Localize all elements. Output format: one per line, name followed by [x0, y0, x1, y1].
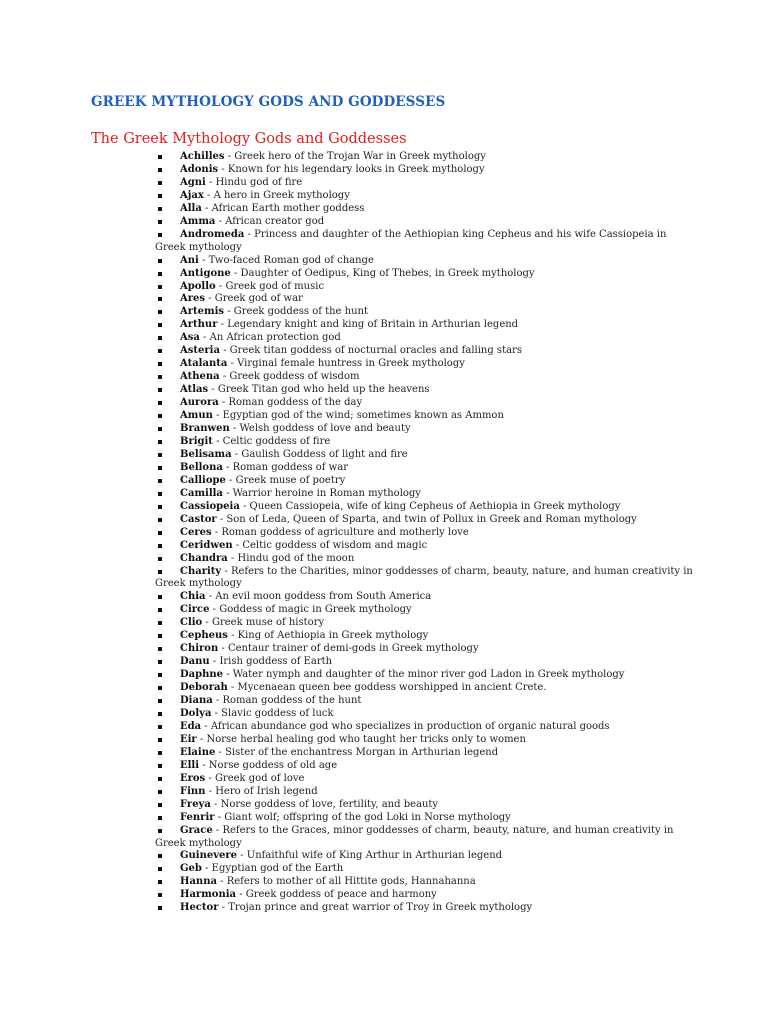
deity-name: Harmonia — [180, 889, 236, 901]
list-item — [155, 345, 695, 358]
deity-name: Aurora — [180, 397, 219, 409]
deity-description: - A hero in Greek mythology — [203, 189, 350, 201]
deity-description: - Refers to the Graces, minor goddesses of charm, beauty, nature, and human creativity in Greek mythology — [155, 824, 674, 849]
list-item — [155, 760, 695, 773]
list-item — [155, 268, 695, 281]
list-item — [155, 436, 695, 449]
deity-name: Circe — [180, 604, 210, 616]
list-item — [155, 682, 695, 695]
list-item — [155, 812, 695, 825]
deity-name: Charity — [180, 565, 222, 577]
list-item — [155, 734, 695, 747]
list-item — [155, 669, 695, 682]
deity-name: Danu — [180, 656, 210, 668]
deity-description: - Greek god of love — [205, 772, 305, 784]
deity-name: Diana — [180, 695, 213, 707]
deity-name: Eros — [180, 772, 206, 784]
deity-name: Artemis — [180, 306, 225, 318]
deity-description: - Greek goddess of wisdom — [219, 371, 360, 383]
list-item — [155, 423, 695, 436]
list-item — [155, 216, 695, 229]
list-item — [155, 863, 695, 876]
deity-description: - An African protection god — [199, 332, 341, 344]
deity-description: - Water nymph and daughter of the minor river god Ladon in Greek mythology — [223, 669, 625, 681]
list-item — [155, 604, 695, 617]
list-item — [155, 889, 695, 902]
deity-name: Fenrir — [180, 811, 215, 823]
list-item — [155, 397, 695, 410]
deity-description: - Legendary knight and king of Britain in Arthurian legend — [217, 319, 519, 331]
deity-name: Guinevere — [180, 850, 238, 862]
deity-description: - Roman goddess of the hunt — [212, 695, 362, 707]
list-item — [155, 773, 695, 786]
list-item — [155, 721, 695, 734]
deity-description: - African Earth mother goddess — [201, 202, 365, 214]
deity-name: Chia — [180, 591, 206, 603]
deity-description: - Hindu god of fire — [205, 176, 303, 188]
list-item — [155, 177, 695, 190]
deity-description: - African creator god — [215, 215, 325, 227]
list-item — [155, 656, 695, 669]
deity-description: - Greek god of war — [205, 293, 303, 305]
deity-name: Deborah — [180, 682, 228, 694]
deity-name: Ani — [180, 254, 199, 266]
deity-description: - Greek goddess of the hunt — [224, 306, 368, 318]
list-item — [155, 306, 695, 319]
deity-description: - Celtic goddess of fire — [212, 435, 331, 447]
deity-description: - Norse goddess of love, fertility, and beauty — [210, 798, 439, 810]
deity-description: - Giant wolf; offspring of the god Loki in Norse mythology — [214, 811, 511, 823]
deity-description: - Roman goddess of war — [222, 461, 348, 473]
list-item — [155, 203, 695, 216]
list-item — [155, 190, 695, 203]
deity-description: - Slavic goddess of luck — [211, 707, 334, 719]
deity-name: Apollo — [180, 280, 216, 292]
deity-description: - Roman goddess of the day — [218, 397, 363, 409]
deity-name: Ceres — [180, 526, 212, 538]
deity-description: - Greek goddess of peace and harmony — [236, 889, 437, 901]
deity-description: - Hero of Irish legend — [205, 785, 318, 797]
list-item — [155, 384, 695, 397]
list-item — [155, 449, 695, 462]
deity-description: - Egyptian god of the wind; sometimes known as Ammon — [212, 410, 504, 422]
deity-name: Finn — [180, 785, 206, 797]
deity-description: - Hindu god of the moon — [227, 552, 355, 564]
list-item — [155, 501, 695, 514]
deity-name: Hector — [180, 902, 219, 914]
list-item — [155, 566, 695, 592]
deity-name: Antigone — [180, 267, 231, 279]
deity-description: - Son of Leda, Queen of Sparta, and twin of Pollux in Greek and Roman mythology — [216, 513, 637, 525]
deity-description: - Greek titan goddess of nocturnal oracles and falling stars — [219, 345, 522, 357]
deity-description: - Goddess of magic in Greek mythology — [209, 604, 412, 616]
list-item — [155, 332, 695, 345]
deity-description: - Greek god of music — [215, 280, 325, 292]
deity-description: - Irish goddess of Earth — [209, 656, 333, 668]
list-item — [155, 164, 695, 177]
deity-name: Agni — [180, 176, 206, 188]
section-heading: The Greek Mythology Gods and Goddesses — [91, 131, 407, 147]
list-item — [155, 786, 695, 799]
deity-description: - Gaulish Goddess of light and fire — [231, 448, 408, 460]
deity-description: - An evil moon goddess from South America — [205, 591, 432, 603]
deity-name: Arthur — [180, 319, 218, 331]
deity-description: - Greek hero of the Trojan War in Greek mythology — [224, 151, 486, 162]
deity-description: - Two-faced Roman god of change — [198, 254, 374, 266]
list-item — [155, 799, 695, 812]
deity-name: Elli — [180, 759, 200, 771]
deity-name: Asa — [180, 332, 200, 344]
deity-description: - Virginal female huntress in Greek mythology — [227, 358, 465, 370]
deity-name: Freya — [180, 798, 211, 810]
deity-name: Belisama — [180, 448, 232, 460]
deity-description: - Mycenaean queen bee goddess worshipped in ancient Crete. — [227, 682, 547, 694]
deity-name: Brigit — [180, 435, 213, 447]
deity-name: Clio — [180, 617, 203, 629]
list-item — [155, 540, 695, 553]
list-item — [155, 643, 695, 656]
deity-name: Athena — [180, 371, 220, 383]
deity-description: - Greek muse of history — [202, 617, 325, 629]
deity-name: Asteria — [180, 345, 220, 357]
deity-name: Atalanta — [180, 358, 228, 370]
list-item — [155, 617, 695, 630]
deity-description: - Trojan prince and great warrior of Troy in Greek mythology — [218, 902, 533, 914]
deity-name: Elaine — [180, 746, 216, 758]
deity-description: - Greek muse of poetry — [225, 474, 346, 486]
deity-name: Cepheus — [180, 630, 228, 642]
deity-name: Eir — [180, 733, 197, 745]
list-item — [155, 553, 695, 566]
list-item — [155, 462, 695, 475]
deity-name: Adonis — [180, 163, 219, 175]
deity-description: - King of Aethiopia in Greek mythology — [227, 630, 429, 642]
deity-name: Eda — [180, 720, 202, 732]
list-item — [155, 255, 695, 268]
deity-name: Ajax — [180, 189, 204, 201]
deity-name: Hanna — [180, 876, 217, 888]
deity-description: - Celtic goddess of wisdom and magic — [232, 539, 428, 551]
deity-name: Bellona — [180, 461, 223, 473]
deity-description: - Warrior heroine in Roman mythology — [222, 487, 421, 499]
deity-name: Camilla — [180, 487, 223, 499]
deity-description: - Norse herbal healing god who taught her tricks only to women — [196, 733, 526, 745]
list-item — [155, 708, 695, 721]
deity-description: - Sister of the enchantress Morgan in Arthurian legend — [215, 746, 499, 758]
deity-name: Amun — [180, 410, 213, 422]
deity-name: Ares — [180, 293, 206, 305]
list-item — [155, 902, 695, 915]
deity-name: Chandra — [180, 552, 228, 564]
deity-description: - African abundance god who specializes in production of organic natural goods — [201, 720, 610, 732]
list-item — [155, 825, 695, 851]
list-item — [155, 358, 695, 371]
deity-description: - Queen Cassiopeia, wife of king Cepheus of Aethiopia in Greek mythology — [239, 500, 621, 512]
deity-name: Geb — [180, 863, 202, 875]
deity-name: Dolya — [180, 707, 212, 719]
deity-description: - Princess and daughter of the Aethiopian king Cepheus and his wife Cassiopeia in Greek mythology — [155, 228, 667, 253]
list-item — [155, 151, 695, 164]
list-item — [155, 850, 695, 863]
list-item — [155, 281, 695, 294]
deity-name: Calliope — [180, 474, 226, 486]
deity-description: - Greek Titan god who held up the heavens — [208, 384, 430, 396]
deity-description: - Refers to the Charities, minor goddesses of charm, beauty, nature, and human creativity in Greek mythology — [155, 565, 693, 590]
deity-list — [155, 151, 695, 915]
deity-description: - Centaur trainer of demi-gods in Greek mythology — [218, 643, 479, 655]
list-item — [155, 319, 695, 332]
list-item — [155, 293, 695, 306]
deity-name: Achilles — [180, 151, 225, 162]
deity-name: Daphne — [180, 669, 224, 681]
list-item — [155, 591, 695, 604]
list-item — [155, 876, 695, 889]
list-item — [155, 630, 695, 643]
deity-description: - Egyptian god of the Earth — [201, 863, 344, 875]
deity-name: Branwen — [180, 423, 230, 435]
list-item — [155, 371, 695, 384]
list-item — [155, 514, 695, 527]
list-item — [155, 488, 695, 501]
deity-description: - Refers to mother of all Hittite gods, Hannahanna — [216, 876, 476, 888]
deity-name: Castor — [180, 513, 217, 525]
deity-description: - Welsh goddess of love and beauty — [229, 423, 411, 435]
deity-name: Andromeda — [180, 228, 245, 240]
deity-description: - Unfaithful wife of King Arthur in Arthurian legend — [237, 850, 503, 862]
deity-name: Ceridwen — [180, 539, 233, 551]
list-item — [155, 229, 695, 255]
deity-name: Cassiopeia — [180, 500, 240, 512]
deity-name: Alla — [180, 202, 202, 214]
deity-name: Chiron — [180, 643, 219, 655]
document-title: GREEK MYTHOLOGY GODS AND GODDESSES — [91, 94, 446, 110]
deity-description: - Known for his legendary looks in Greek mythology — [218, 163, 485, 175]
deity-name: Amma — [180, 215, 216, 227]
list-item — [155, 527, 695, 540]
list-item — [155, 747, 695, 760]
list-item — [155, 475, 695, 488]
list-item — [155, 410, 695, 423]
deity-description: - Roman goddess of agriculture and motherly love — [211, 526, 469, 538]
deity-description: - Norse goddess of old age — [199, 759, 338, 771]
list-item — [155, 695, 695, 708]
deity-name: Atlas — [180, 384, 209, 396]
deity-name: Grace — [180, 824, 213, 836]
deity-description: - Daughter of Oedipus, King of Thebes, in Greek mythology — [230, 267, 535, 279]
